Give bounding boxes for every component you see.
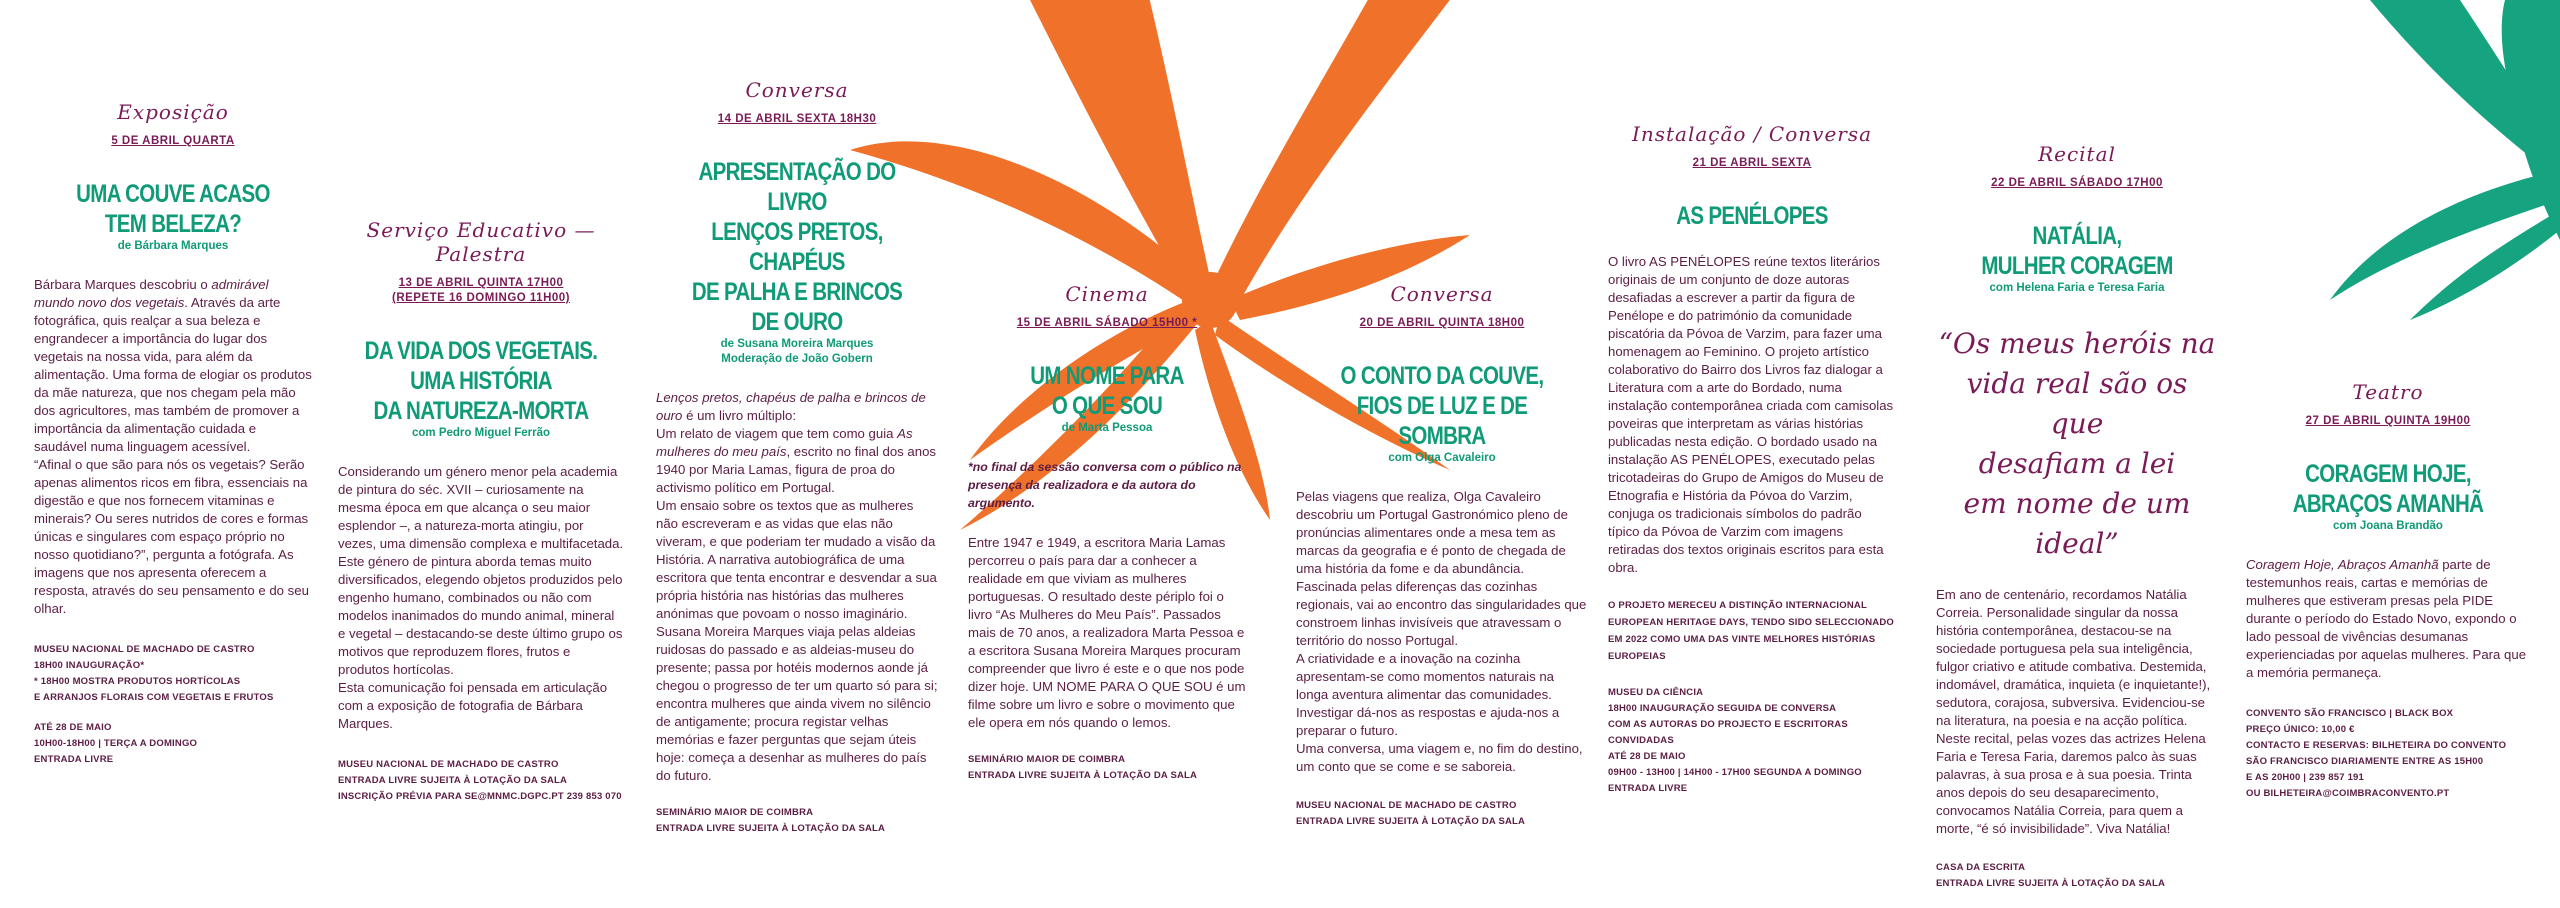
- event-title: DA VIDA DOS VEGETAIS. UMA HISTÓRIA DA NATUREZA-MORTA: [364, 337, 598, 425]
- event-info-hours: ATÉ 28 DE MAIO 10H00-18H00 | TERÇA A DOMINGO ENTRADA LIVRE: [34, 722, 198, 765]
- event-byline: de Marta Pessoa: [1061, 422, 1153, 434]
- event-byline: com Helena Faria e Teresa Faria: [1989, 282, 2165, 294]
- event-date: 5 DE ABRIL QUARTA: [111, 135, 235, 147]
- category-label: Serviço Educativo — Palestra: [366, 218, 596, 266]
- event-description: Em ano de centenário, recordamos Natália Correia. Personalidade singular da nossa história contemporânea, destacou-se na sociedade portuguesa pela sua inteligência, fulgor criativo e atitude combativa. Destemida, indomável, dramática, inquieta (e inquietante!), sedutora, corajosa, subversiva. Evidenciou-se na literatura, na poesia e na acção política. Neste recital, pelas vozes das actrizes Helena Faria e Teresa Faria, daremos palco às suas palavras, à sua prosa e à sua poesia. Trinta anos depois do seu desaparecimento, convocamos Natália Correia, para quem a morte, “é só invisibilidade”. Viva Natália!: [1936, 587, 2211, 836]
- green-flower-shape: [2330, 0, 2560, 320]
- event-info: CASA DA ESCRITA ENTRADA LIVRE SUJEITA À LOTAÇÃO DA SALA: [1936, 862, 2166, 889]
- event-byline: com Pedro Miguel Ferrão: [411, 427, 551, 439]
- event-description: Considerando um género menor pela academia de pintura do séc. XVII – curiosamente na mesma época em que alcança o seu maior esplendor –, a natureza-morta atingiu, por vezes, uma dimensão complexa e multifacetada. Este género de pintura aborda temas muito diversificados, elegendo objetos produzidos pelo engenho humano, combinados ou não com modelos inanimados do mundo animal, mineral e vegetal – destacando-se deste último grupo os motivos que reproduzem flores, frutos e produtos hortícolas. Esta comunicação foi pensada em articulação com a exposição de fotografia de Bárbara Marques.: [338, 464, 624, 731]
- category-label: Recital: [2038, 142, 2116, 166]
- event-quote: “Os meus heróis na vida real são os que desafiam a lei em nome de um ideal”: [1938, 327, 2216, 560]
- category-label: Conversa: [1390, 282, 1494, 306]
- category-label: Cinema: [1065, 282, 1149, 306]
- event-byline: com Olga Cavaleiro: [1388, 452, 1496, 464]
- event-title: O CONTO DA COUVE, FIOS DE LUZ E DE SOMBRA: [1340, 362, 1544, 450]
- event-servico-educativo: [338, 218, 624, 805]
- event-info: MUSEU NACIONAL DE MACHADO DE CASTRO 18H00 INAUGURAÇÃO* * 18H00 MOSTRA PRODUTOS HORTÍCOLAS E ARRANJOS FLORAIS COM VEGETAIS E FRUTOS: [34, 644, 274, 703]
- event-description: O livro AS PENÉLOPES reúne textos literários originais de um conjunto de doze autoras desafiadas a escrever a partir da figura de Penélope e do património da comunidade piscatória da Póvoa de Varzim, para fazer uma homenagem ao Feminino. O projeto artístico colaborativo do Bairro dos Livros faz dialogar a Literatura com a arte do Bordado, numa instalação contemporânea criada com camisolas poveiras que interpretam as várias histórias publicadas nesta edição. O bordado usado na instalação AS PENÉLOPES, executado pelas tricotadeiras do Grupo de Amigos do Museu de Etnografia e História da Póvoa do Varzim, conjuga os tradicionais símbolos do padrão típico da Póvoa de Varzim com imagens retiradas dos textos originais escritos para esta obra.: [1608, 254, 1894, 575]
- event-description: [34, 276, 312, 618]
- event-exposicao: [34, 100, 312, 768]
- event-byline: de Bárbara Marques: [117, 240, 229, 252]
- event-info: MUSEU DA CIÊNCIA 18H00 INAUGURAÇÃO SEGUIDA DE CONVERSA COM AS AUTORAS DO PROJECTO E ESCRITORAS CONVIDADAS ATÉ 28 DE MAIO 09H00 - 13H00 | 14H00 - 17H00 SEGUNDA A DOMINGO ENTRADA LIVRE: [1608, 687, 1862, 794]
- event-cinema: [968, 282, 1246, 784]
- event-date: 22 DE ABRIL SÁBADO 17H00: [1991, 177, 2163, 189]
- event-date: 13 DE ABRIL QUINTA 17H00: [398, 277, 564, 289]
- event-byline: com Joana Brandão: [2333, 520, 2443, 532]
- event-info: SEMINÁRIO MAIOR DE COIMBRA ENTRADA LIVRE SUJEITA À LOTAÇÃO DA SALA: [656, 807, 886, 834]
- event-date: 14 DE ABRIL SEXTA 18H30: [717, 113, 877, 125]
- category-label: Instalação / Conversa: [1631, 122, 1873, 146]
- event-title-line: UMA COUVE ACASO: [76, 180, 270, 208]
- event-date: 21 DE ABRIL SEXTA: [1692, 157, 1812, 169]
- event-info: MUSEU NACIONAL DE MACHADO DE CASTRO ENTRADA LIVRE SUJEITA À LOTAÇÃO DA SALA INSCRIÇÃO PRÉVIA PARA SE@MNMC.DGPC.PT 239 853 070: [338, 759, 622, 802]
- event-title: CORAGEM HOJE, ABRAÇOS AMANHÃ: [2292, 460, 2484, 518]
- event-title-line: TEM BELEZA?: [104, 210, 242, 238]
- event-conversa-couve: [1296, 282, 1588, 830]
- event-title: UM NOME PARA O QUE SOU: [1030, 362, 1184, 420]
- event-info: SEMINÁRIO MAIOR DE COIMBRA ENTRADA LIVRE SUJEITA À LOTAÇÃO DA SALA: [968, 754, 1198, 781]
- event-title: [59, 179, 287, 239]
- event-date: 15 DE ABRIL SÁBADO 15H00 *: [1016, 317, 1198, 329]
- event-penelopes: [1608, 122, 1896, 797]
- event-moderator: Moderação de João Gobern: [721, 353, 873, 365]
- event-conversa-livro: [656, 78, 938, 837]
- event-info: MUSEU NACIONAL DE MACHADO DE CASTRO ENTRADA LIVRE SUJEITA À LOTAÇÃO DA SALA: [1296, 800, 1526, 827]
- event-recital: [1936, 142, 2218, 892]
- event-byline: de Susana Moreira Marques: [720, 338, 874, 350]
- event-teatro: [2246, 380, 2530, 802]
- event-date: 27 DE ABRIL QUINTA 19H00: [2305, 415, 2471, 427]
- category-label: Teatro: [2352, 380, 2424, 404]
- event-title: NATÁLIA, MULHER CORAGEM: [1981, 222, 2173, 280]
- event-description: Entre 1947 e 1949, a escritora Maria Lamas percorreu o país para dar a conhecer a realidade em que viviam as mulheres portuguesas. O resultado deste périplo foi o livro “As Mulheres do Meu País”. Passados mais de 70 anos, a realizadora Marta Pessoa e a escritora Susana Moreira Marques procuram compreender que livro é este e o que nos pode dizer hoje. UM NOME PARA O QUE SOU é um filme sobre um livro e sobre o movimento que ele opera em nós quando o lemos.: [968, 535, 1246, 730]
- event-date: 20 DE ABRIL QUINTA 18H00: [1359, 317, 1525, 329]
- event-info: CONVENTO SÃO FRANCISCO | BLACK BOX PREÇO ÚNICO: 10,00 € CONTACTO E RESERVAS: BILHETEIRA DO CONVENTO SÃO FRANCISCO DIARIAMENTE ENTRE AS 15H00 E AS 20H00 | 239 857 191 OU BILHETEIRA@COIMBRACONVENTO.PT: [2246, 708, 2507, 799]
- event-title: AS PENÉLOPES: [1676, 202, 1828, 230]
- category-label: Exposição: [117, 100, 229, 124]
- event-description: Lenços pretos, chapéus de palha e brincos de ouro é um livro múltiplo: Um relato de viagem que tem como guia As mulheres do meu país, escrito no final dos anos 1940 por Maria Lamas, figura de proa do activismo político em Portugal. Um ensaio sobre os textos que as mulheres não escreveram e as vidas que elas não viveram, e que poderiam ter mudado a visão da História. A narrativa autobiográfica de uma escritora que tenta encontrar e desvendar a sua própria história nas histórias das mulheres anónimas que povoam o nosso imaginário. Susana Moreira Marques viaja pelas aldeias ruidosas do passado e as aldeias-museu do presente; passa por hotéis modernos aonde já chegou o progresso de ter um quarto só para si; encontra mulheres que ainda vivem no silêncio de antigamente; procura registar velhas memórias e fazer perguntas que sejam úteis hoje: começa a desenhar as mulheres do país do futuro.: [656, 390, 938, 783]
- event-description: Coragem Hoje, Abraços Amanhã parte de testemunhos reais, cartas e memórias de mulheres que estiveram presas pela PIDE durante o período do Estado Novo, expondo o lado pessoal de vivências desumanas experienciadas por aquelas mulheres. Para que a memória permaneça.: [2246, 557, 2527, 680]
- category-label: Conversa: [745, 78, 849, 102]
- paragraph: Bárbara Marques descobriu o admirável mundo novo dos vegetais. Através da arte fotográfica, quis realçar a sua beleza e engrandecer a importância do lugar dos vegetais na nossa vida, para além da alimentação. Uma forma de elogiar os produtos da mãe natureza, que nos chegam pela mão dos agricultores, mas também de promover a importância da alimentação cuidada e saudável numa linguagem acessível.: [34, 277, 312, 454]
- event-distinction: O PROJETO MERECEU A DISTINÇÃO INTERNACIONAL EUROPEAN HERITAGE DAYS, TENDO SIDO SELECCIONADO EM 2022 COMO UMA DAS VINTE MELHORES HISTÓRIAS EUROPEIAS: [1608, 600, 1894, 662]
- event-note: *no final da sessão conversa com o público na presença da realizadora e da autora do argumento.: [968, 460, 1242, 510]
- event-title: APRESENTAÇÃO DO LIVRO LENÇOS PRETOS, CHAPÉUS DE PALHA E BRINCOS DE OURO: [691, 158, 903, 336]
- paragraph: “Afinal o que são para nós os vegetais? Serão apenas alimentos ricos em fibra, essenciais na digestão e que nos fornecem vitaminas e minerais? Ou seres nutridos de cores e formas únicas e singulares com espaço próprio no nosso quotidiano?”, pergunta a fotógrafa. As imagens que nos apresenta oferecem a resposta, através do seu pensamento e do seu olhar.: [34, 457, 309, 616]
- event-date-repeat: (REPETE 16 DOMINGO 11H00): [391, 292, 571, 304]
- event-description: Pelas viagens que realiza, Olga Cavaleiro descobriu um Portugal Gastronómico pleno de pronúncias alimentares onde a mesa tem as marcas da geografia e é ponto de chegada de uma história da fome e da abundância. Fascinada pelas diferenças das cozinhas regionais, vai ao encontro das singularidades que constroem linhas invisíveis que atravessam o território do nosso Portugal. A criatividade e a inovação na cozinha apresentam-se como momentos naturais na longa aventura alimentar das comunidades. Investigar dá-nos as respostas e ajuda-nos a preparar o futuro. Uma conversa, uma viagem e, no fim do destino, um conto que se come e se saboreia.: [1296, 489, 1587, 774]
